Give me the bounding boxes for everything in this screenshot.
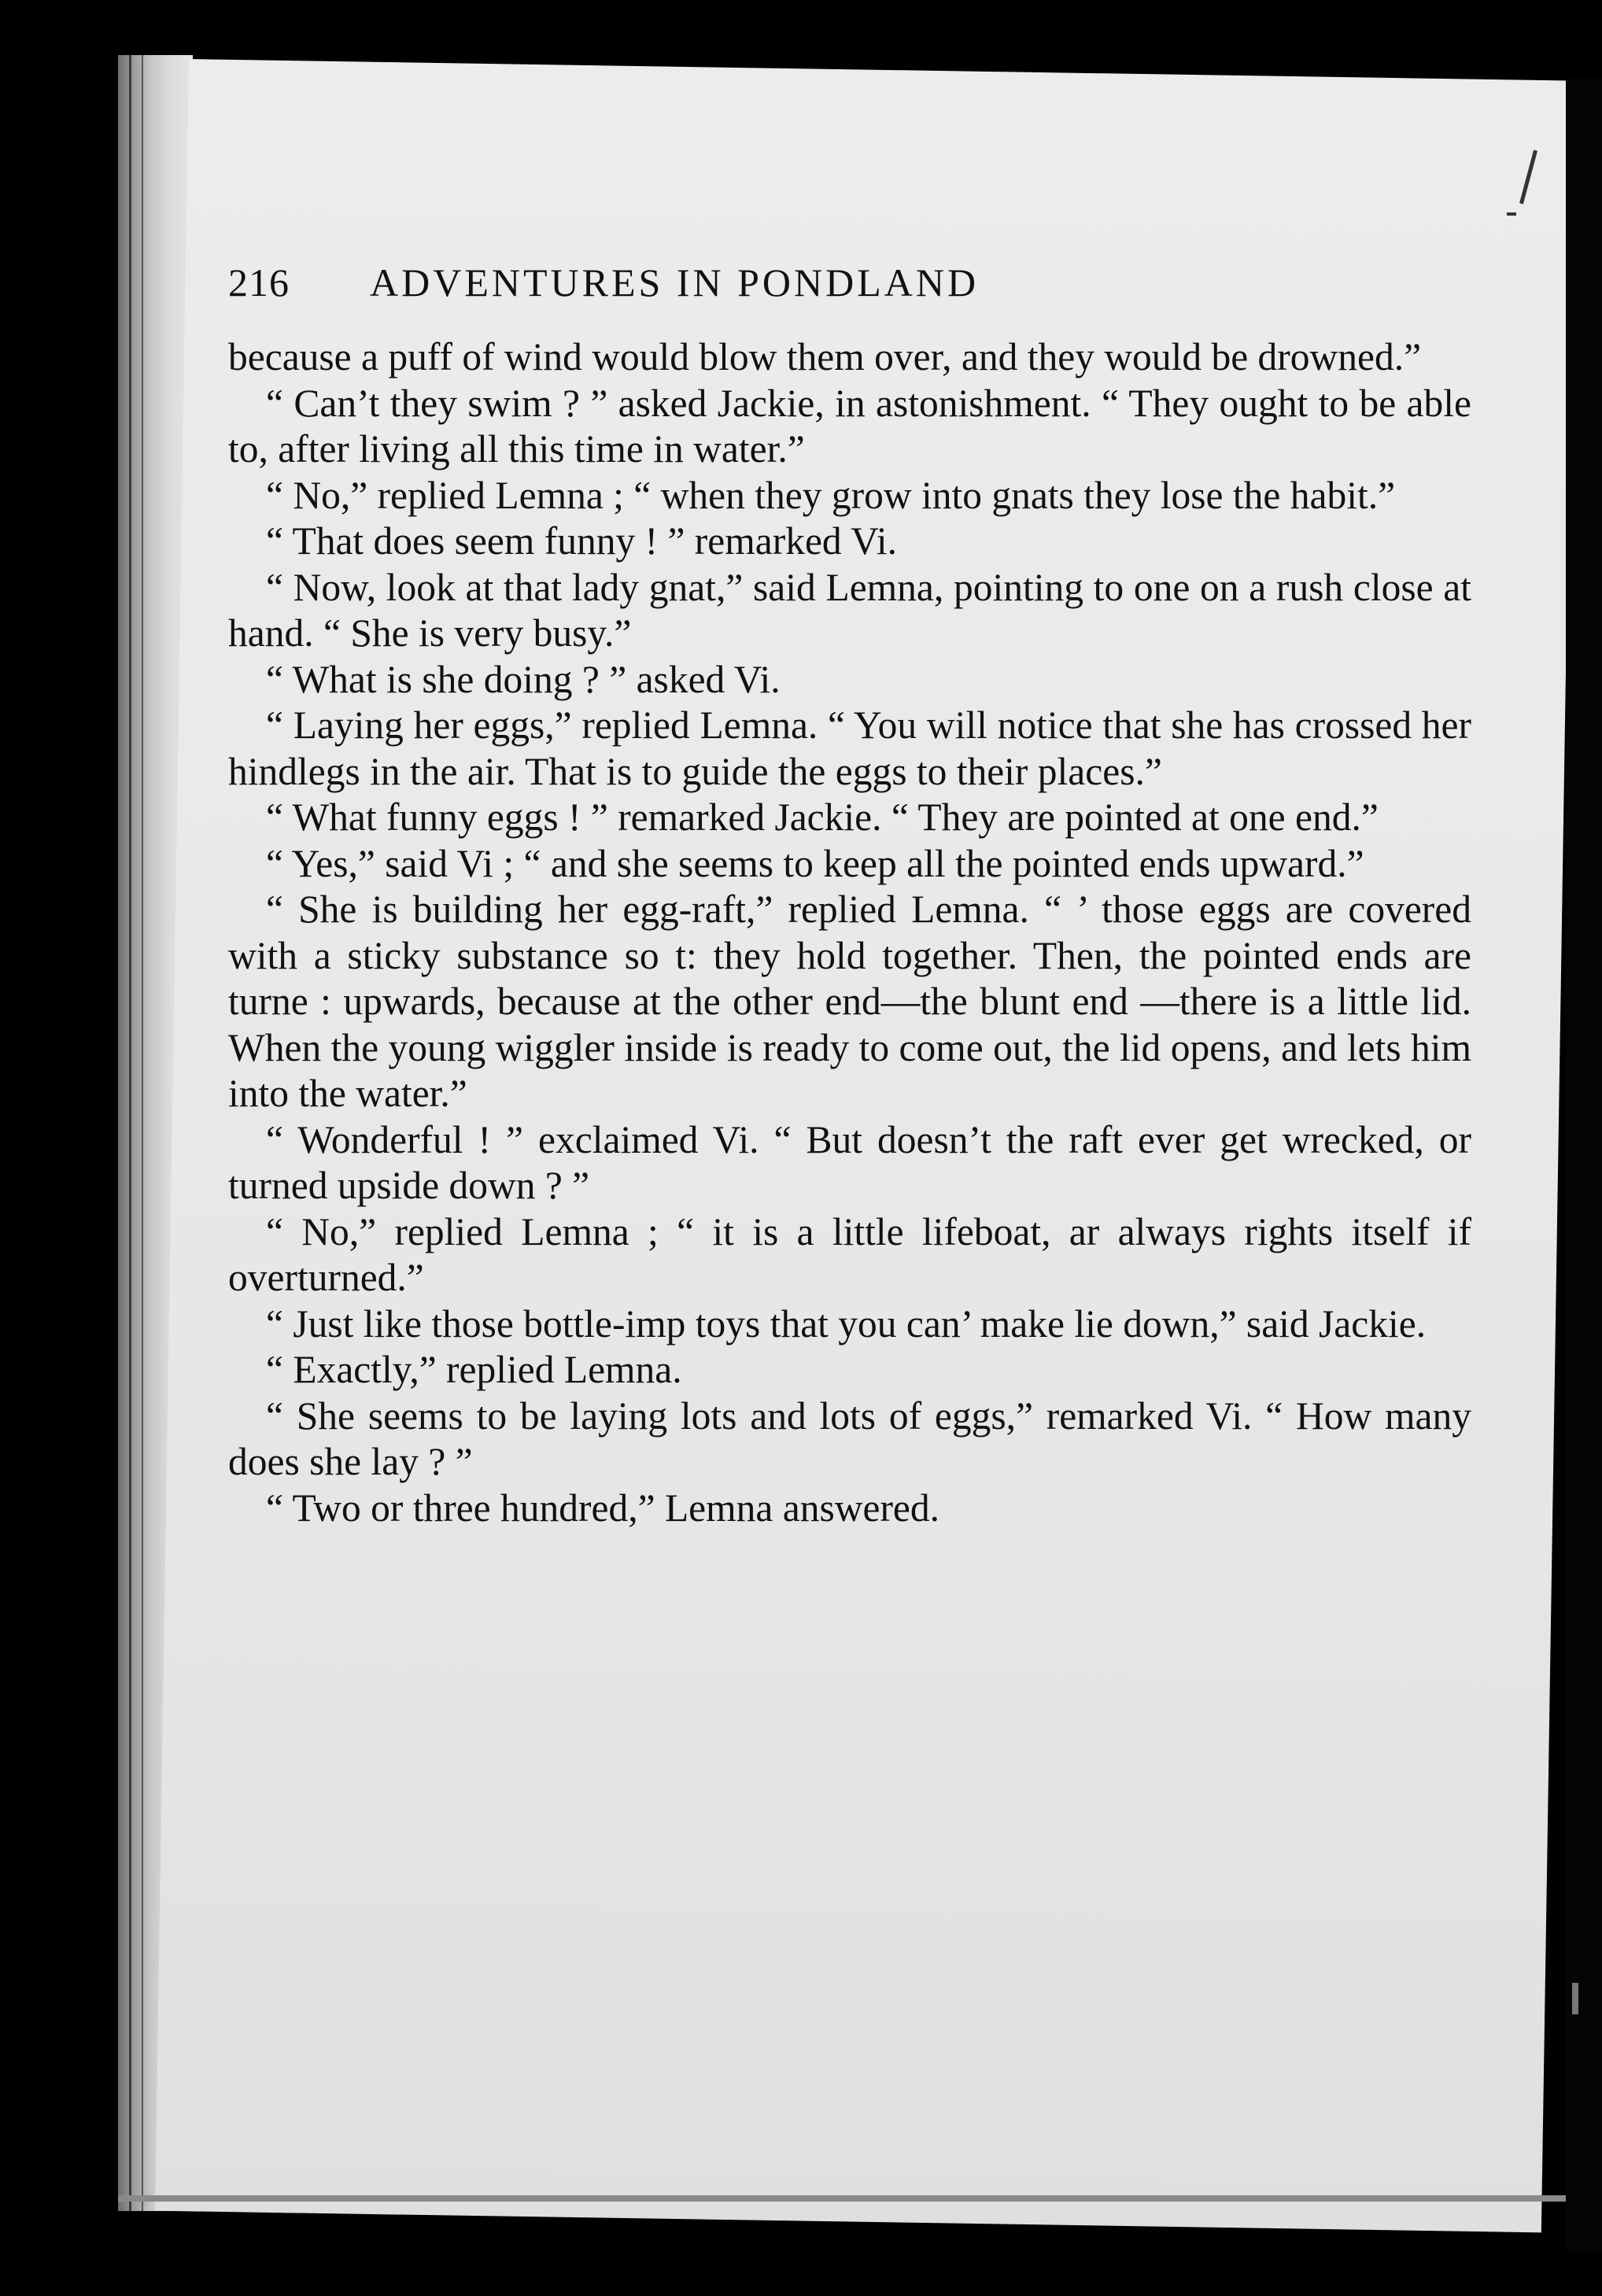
paragraph: “ Now, look at that lady gnat,” said Lemna, pointing to one on a rush close at hand. “ She is very busy.” [228,565,1471,655]
paragraph: “ What funny eggs ! ” remarked Jackie. “ They are pointed at one end.” [266,795,1379,839]
right-margin-shadow [1566,79,1602,2250]
paragraph: “ Laying her eggs,” replied Lemna. “ You will notice that she has crossed her hindlegs in the air. That is to guide the eggs to their places.” [228,703,1471,793]
page-header [228,260,1283,315]
paragraph: “ Yes,” said Vi ; “ and she seems to keep all the pointed ends upward.” [266,841,1364,885]
scan-speck [1572,1983,1578,2014]
running-title: ADVENTURES IN PONDLAND [370,260,980,305]
paragraph: because a puff of wind would blow them over, and they would be drowned.” [228,335,1422,378]
paragraph: “ What is she doing ? ” asked Vi. [266,657,781,701]
paragraph: “ Wonderful ! ” exclaimed Vi. “ But doesn’t the raft ever get wrecked, or turned upside down ? ” [228,1117,1471,1207]
paragraph: “ Exactly,” replied Lemna. [266,1348,682,1391]
paragraph: “ No,” replied Lemna ; “ when they grow into gnats they lose the habit.” [266,473,1396,517]
paragraph: “ Can’t they swim ? ” asked Jackie, in astonishment. “ They ought to be able to, after living all this time in water.” [228,381,1471,471]
paragraph: “ That does seem funny ! ” remarked Vi. [266,519,898,563]
paragraph: “ She is building her egg-raft,” replied Lemna. “ ’ those eggs are covered with a sticky substance so t: they hold together. Then, the pointed ends are turne : upwards, because at the other end—the blunt end —there is a little lid. When the young wiggler inside is ready to come out, the lid opens, and lets him into the water.” [228,888,1471,1115]
paragraph: “ She seems to be laying lots and lots of eggs,” remarked Vi. “ How many does she lay ? ” [228,1393,1471,1483]
paragraph: “ Two or three hundred,” Lemna answered. [266,1486,940,1530]
paragraph: “ Just like those bottle-imp toys that you can’ make lie down,” said Jackie. [266,1301,1427,1345]
page-bottom-edge [118,2195,1582,2202]
paragraph: “ No,” replied Lemna ; “ it is a little lifeboat, ar always rights itself if overturned.” [228,1209,1471,1299]
scan-speck [1507,212,1516,216]
body-text [228,334,1471,1531]
page-number: 216 [228,260,290,305]
